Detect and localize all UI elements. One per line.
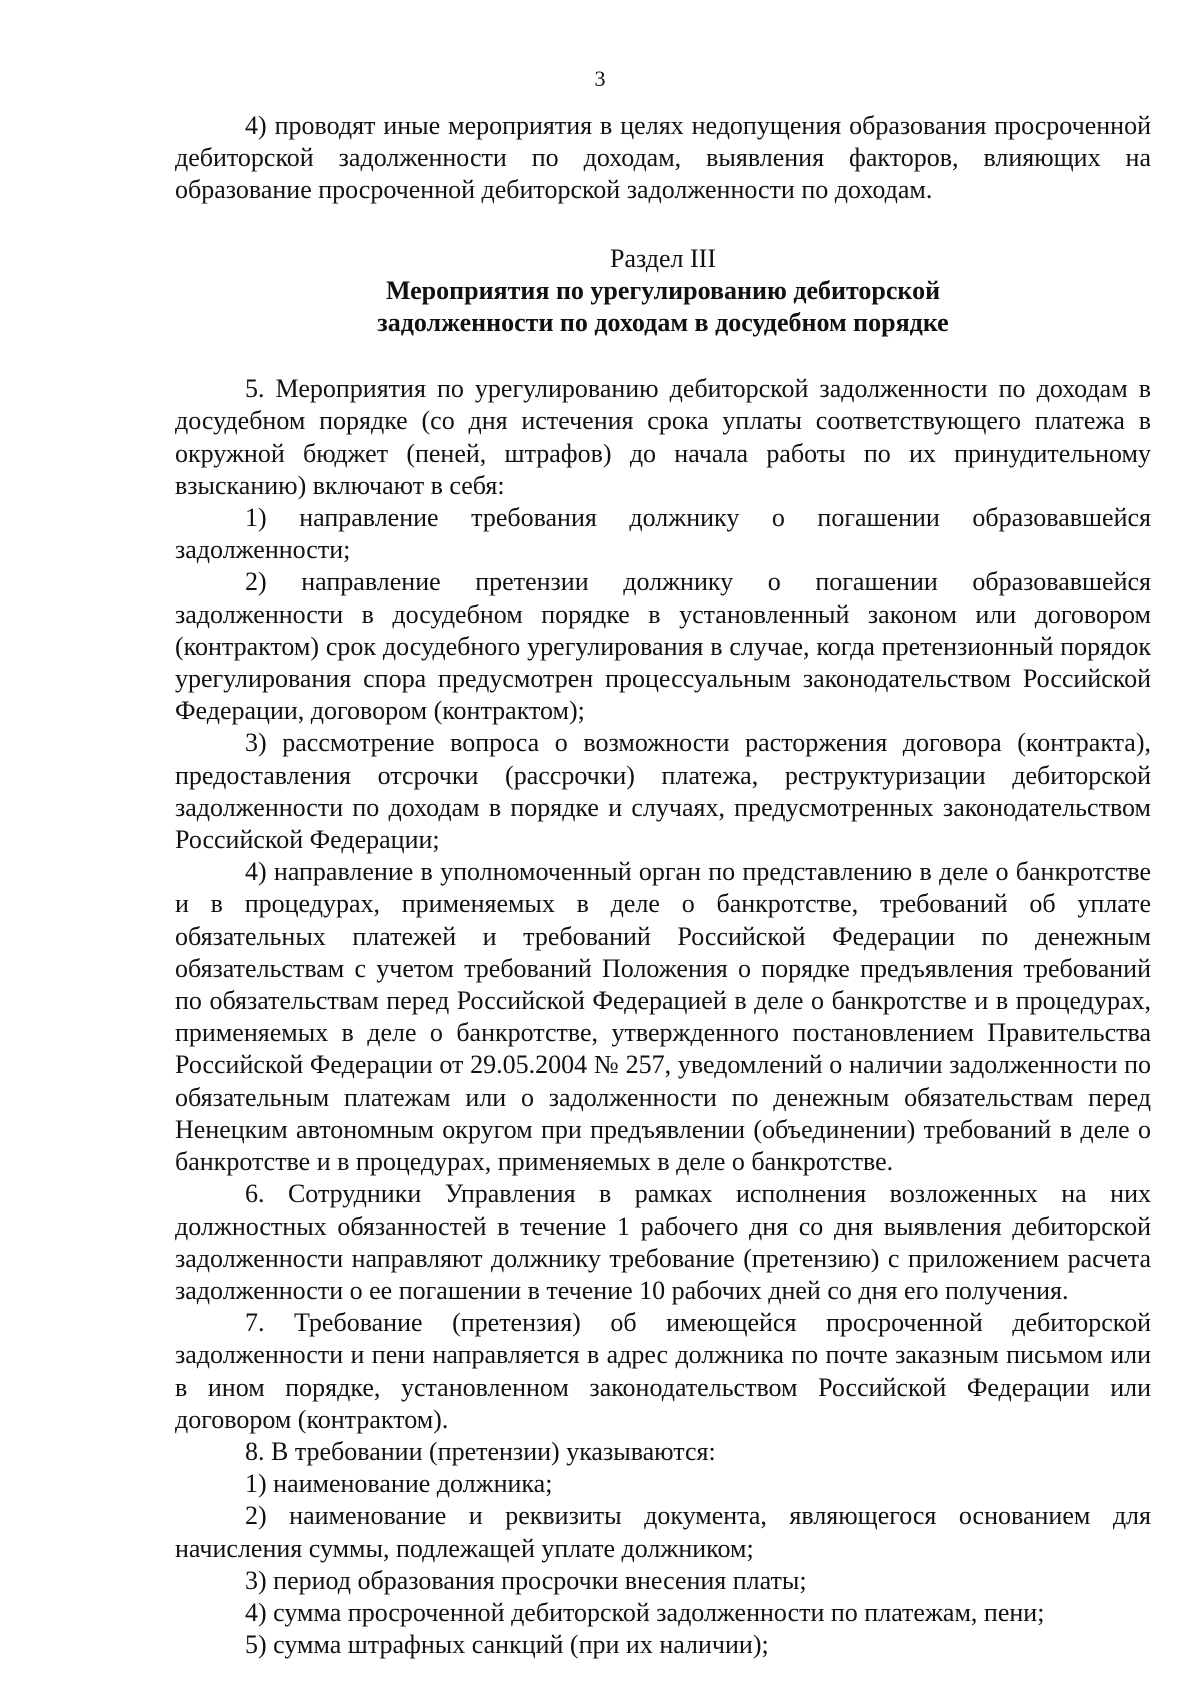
paragraph-6: 6. Сотрудники Управления в рамках исполнения возложенных на них должностных обязанностей в течение 1 рабочего дня со дня выявления дебиторской задолженности направляют должнику требование (претензию) с приложением расчета задолженности о ее погашении в течение 10 рабочих дней со дня его получения. — [175, 1179, 1151, 1305]
list-item-8-2: 2) наименование и реквизиты документа, являющегося основанием для начисления суммы, подлежащей уплате должником; — [175, 1501, 1151, 1563]
page-number: 3 — [594, 66, 606, 91]
section-title-line-1: Мероприятия по урегулированию дебиторской — [385, 275, 941, 305]
list-item-5-3: 3) рассмотрение вопроса о возможности расторжения договора (контракта), предоставления отсрочки (рассрочки) платежа, реструктуризации дебиторской задолженности по доходам в порядке и случаях, предусмотренных законодательством Российской Федерации; — [175, 728, 1151, 855]
list-item-8-3: 3) период образования просрочки внесения платы; — [245, 1565, 807, 1595]
section-title-line-2: задолженности по доходам в досудебном порядке — [377, 308, 949, 338]
section-title — [175, 275, 1151, 339]
intro-paragraph: 4) проводят иные мероприятия в целях недопущения образования просроченной дебиторской задолженности по доходам, выявления факторов, влияющих на образование просроченной дебиторской задолженности по доходам. — [175, 111, 1151, 205]
list-item-5-2: 2) направление претензии должнику о погашении образовавшейся задолженности в досудебном порядке в установленный законом или договором (контрактом) срок досудебного урегулирования в случае, когда претензионный порядок урегулирования спора предусмотрен процессуальным законодательством Российской Федерации, договором (контрактом); — [175, 567, 1151, 726]
list-item-5-1: 1) направление требования должнику о погашении образовавшейся задолженности; — [175, 503, 1151, 565]
paragraph-8: 8. В требовании (претензии) указываются: — [245, 1436, 716, 1466]
paragraph-7: 7. Требование (претензия) об имеющейся просроченной дебиторской задолженности и пени направляется в адрес должника по почте заказным письмом или в ином порядке, установленном законодательством Российской Федерации или договором (контрактом). — [175, 1308, 1151, 1434]
list-item-8-4: 4) сумма просроченной дебиторской задолженности по платежам, пени; — [245, 1597, 1045, 1627]
list-item-8-5: 5) сумма штрафных санкций (при их наличии); — [245, 1630, 769, 1660]
list-item-8-1: 1) наименование должника; — [245, 1469, 553, 1499]
section-label: Раздел III — [609, 243, 717, 273]
list-item-5-4: 4) направление в уполномоченный орган по представлению в деле о банкротстве и в процедурах, применяемых в деле о банкротстве, требований об уплате обязательных платежей и требований Российской Федерации по денежным обязательствам с учетом требований Положения о порядке предъявления требований по обязательствам перед Российской Федерацией в деле о банкротстве и в процедурах, применяемых в деле о банкротстве, утвержденного постановлением Правительства Российской Федерации от 29.05.2004 № 257, уведомлений о наличии задолженности по обязательным платежам или о задолженности по денежным обязательствам перед Ненецким автономным округом при предъявлении (объединении) требований в деле о банкротстве и в процедурах, применяемых в деле о банкротстве. — [175, 857, 1151, 1177]
document-body — [175, 110, 1151, 1661]
paragraph-5: 5. Мероприятия по урегулированию дебиторской задолженности по доходам в досудебном порядке (со дня истечения срока уплаты соответствующего платежа в окружной бюджет (пеней, штрафов) до начала работы по их принудительному взысканию) включают в себя: — [175, 374, 1151, 500]
